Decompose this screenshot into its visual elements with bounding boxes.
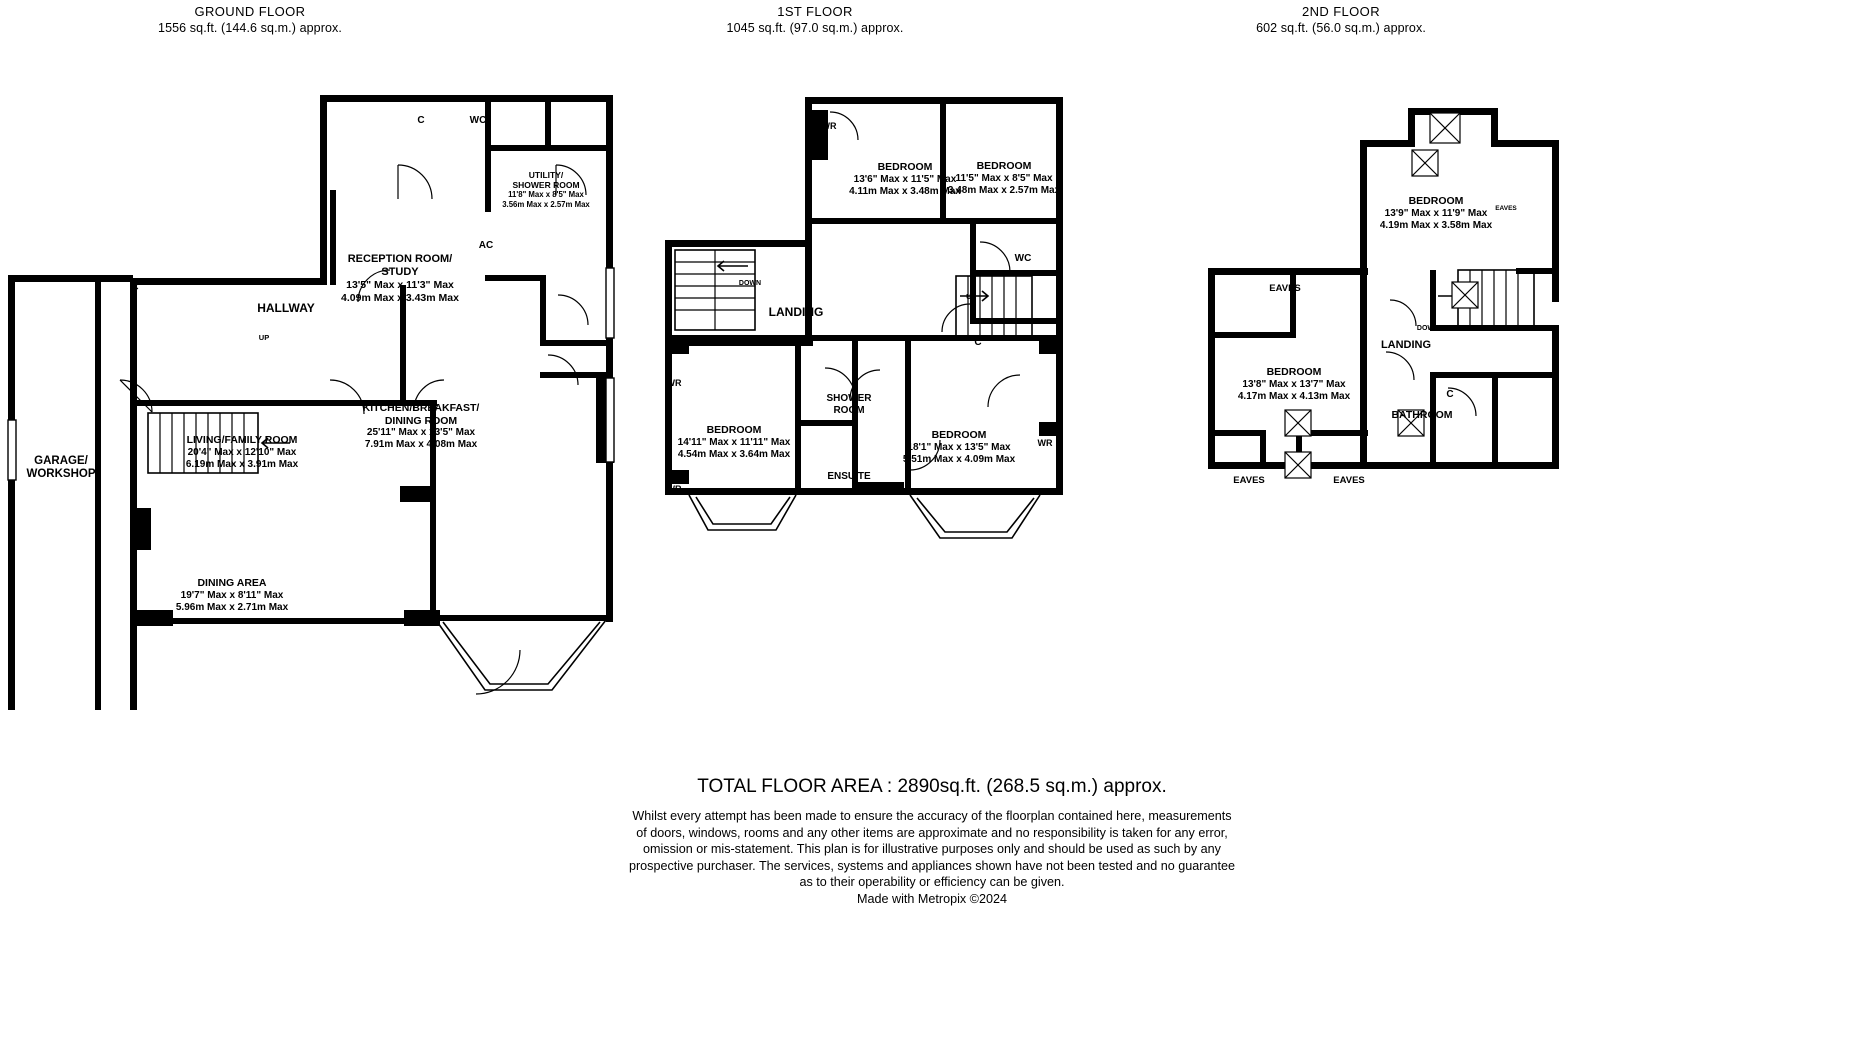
marker-text: EAVES [1233, 475, 1265, 486]
marker-text: UP [966, 294, 976, 301]
marker-down-1f [739, 279, 761, 289]
room-label-utility-shower [502, 170, 590, 209]
marker-text: WR [821, 121, 837, 131]
marker-text: WR [666, 378, 682, 388]
room-label-bedroom-1f-a [849, 161, 961, 198]
room-name-line1: UTILITY/ [528, 170, 564, 180]
room-label-living-family [186, 434, 298, 471]
room-label-bedroom-1f-d [903, 429, 1015, 466]
first-floor-area: 1045 sq.ft. (97.0 sq.m.) approx. [726, 21, 904, 35]
marker-down-2f [1417, 324, 1439, 334]
room-dim-metric: 5.51m Max x 4.09m Max [902, 453, 1016, 465]
room-dim-imperial: 13'6" Max x 11'5" Max [853, 173, 957, 185]
room-label-ensuite-1f [827, 472, 870, 482]
second-floor-title-text: 2ND FLOOR [1301, 4, 1380, 19]
room-dim-metric: 3.48m Max x 2.57m Max [947, 184, 1061, 196]
room-label-bathroom-2f [1391, 409, 1452, 422]
room-name-line2: SHOWER ROOM [512, 180, 580, 190]
first-floor-title-text: 1ST FLOOR [777, 4, 853, 19]
room-name-line1: HALLWAY [257, 301, 315, 315]
room-name-line1: BEDROOM [877, 161, 933, 173]
room-dim-metric: 4.19m Max x 3.58m Max [1379, 219, 1493, 231]
room-label-shower-room-1f [827, 393, 872, 417]
room-dim-imperial: 20'4" Max x 12'10" Max [187, 446, 297, 458]
room-label-landing-1f [769, 306, 824, 319]
marker-text: C [974, 337, 982, 348]
room-label-landing-2f [1381, 339, 1431, 352]
marker-text: WC [1014, 253, 1032, 264]
room-label-garage-workshop [27, 455, 96, 481]
room-name-line2: WORKSHOP [26, 468, 96, 480]
room-name-line1: BEDROOM [1408, 195, 1464, 207]
marker-wr-1f-top [822, 122, 837, 132]
room-name-line1: KITCHEN/BREAKFAST/ [362, 402, 480, 414]
total-floor-area: TOTAL FLOOR AREA : 2890sq.ft. (268.5 sq.m.) approx. [697, 776, 1167, 797]
marker-wr-1f-left-top [667, 379, 682, 389]
marker-eaves-2f-bottom-left [1233, 476, 1265, 486]
room-label-kitchen-breakfast-dining [363, 402, 480, 451]
room-label-bedroom-2f-b [1238, 366, 1350, 403]
room-dim-metric: 4.09m Max x 3.43m Max [341, 291, 459, 304]
marker-text: C [131, 282, 139, 293]
room-dim-imperial: 18'1" Max x 13'5" Max [907, 441, 1011, 453]
marker-eaves-2f-left [1269, 284, 1301, 294]
marker-up-ground [259, 333, 269, 343]
marker-wc-ground [470, 116, 487, 126]
room-name-line1: DINING AREA [197, 577, 267, 589]
room-name-line1: LANDING [768, 305, 824, 319]
room-dim-imperial: 25'11" Max x 13'5" Max [366, 427, 476, 438]
second-floor-plan [1190, 100, 1580, 520]
marker-cupboard-2f [1446, 390, 1453, 400]
room-name-line1: BEDROOM [976, 160, 1032, 172]
marker-eaves-2f-bottom-mid [1333, 476, 1365, 486]
room-dim-metric: 4.11m Max x 3.48m Max [849, 185, 961, 197]
room-dim-metric: 5.96m Max x 2.71m Max [175, 601, 289, 613]
made-with-credit: Made with Metropix ©2024 [857, 891, 1007, 906]
room-name-line2: STUDY [381, 266, 419, 278]
room-label-reception-study [341, 253, 459, 304]
room-dim-imperial: 14'11" Max x 11'11" Max [677, 436, 791, 448]
room-label-dining-area [176, 577, 288, 614]
first-floor-title [645, 4, 985, 36]
marker-text: EAVES [1333, 475, 1365, 486]
room-dim-imperial: 19'7" Max x 8'11" Max [180, 589, 284, 601]
marker-wr-1f-right [1038, 439, 1053, 449]
room-name-line1: LANDING [1380, 339, 1432, 351]
room-name-line1: ENSUITE [827, 471, 871, 482]
disclaimer-line-1: Whilst every attempt has been made to ensure the accuracy of the floorplan contained here, measurements [632, 809, 1232, 823]
room-name-line1: BEDROOM [931, 429, 987, 441]
marker-cupboard-ground-top [417, 116, 424, 126]
second-floor-area: 602 sq.ft. (56.0 sq.m.) approx. [1256, 21, 1426, 35]
marker-text: DOWN [1416, 325, 1440, 332]
marker-text: WR [1037, 438, 1053, 448]
marker-cupboard-1f [974, 338, 981, 348]
second-floor-title [1196, 4, 1486, 36]
room-label-bedroom-2f-a [1380, 195, 1492, 232]
room-dim-metric: 4.54m Max x 3.64m Max [677, 448, 791, 460]
room-dim-metric: 7.91m Max x 4.08m Max [364, 439, 478, 450]
marker-text: AC [478, 240, 494, 251]
marker-text: C [1446, 389, 1454, 400]
disclaimer-line-5: as to their operability or efficiency can be given. [799, 875, 1065, 890]
marker-text: EAVES [1495, 205, 1517, 212]
ground-floor-area: 1556 sq.ft. (144.6 sq.m.) approx. [158, 21, 342, 35]
marker-text: UP [258, 333, 270, 342]
marker-text: DOWN [738, 280, 762, 287]
marker-text: WC [469, 115, 487, 126]
room-name-line1: GARAGE/ [34, 455, 88, 467]
room-name-line1: BEDROOM [706, 424, 762, 436]
room-name-line2: ROOM [833, 405, 865, 416]
room-name-line1: RECEPTION ROOM/ [347, 253, 453, 265]
marker-cupboard-ground-hall [131, 283, 138, 293]
marker-eaves-2f-right [1495, 204, 1517, 214]
room-label-hallway [257, 302, 315, 315]
room-name-line1: SHOWER [826, 393, 872, 404]
disclaimer [0, 808, 1864, 908]
room-label-bedroom-1f-b [948, 160, 1060, 197]
room-label-bedroom-1f-c [678, 424, 791, 461]
second-floor-drawing [1190, 100, 1580, 520]
room-name-line2: DINING ROOM [384, 414, 458, 427]
marker-text: EAVES [1269, 283, 1301, 294]
marker-wc-1f [1015, 254, 1032, 264]
room-dim-imperial: 11'8" Max x 8'5" Max [508, 190, 584, 199]
room-dim-metric: 4.17m Max x 4.13m Max [1237, 390, 1351, 402]
disclaimer-line-2: of doors, windows, rooms and any other items are approximate and no responsibility is taken for any error, [636, 825, 1228, 840]
room-dim-metric: 3.56m Max x 2.57m Max [502, 199, 590, 209]
room-dim-imperial: 11'5" Max x 8'5" Max [955, 172, 1053, 184]
marker-text: WR [666, 484, 682, 494]
marker-text: C [417, 115, 425, 126]
room-dim-imperial: 13'5" Max x 11'3" Max [346, 279, 454, 291]
marker-ac-ground [479, 241, 493, 251]
room-dim-imperial: 13'8" Max x 13'7" Max [1242, 378, 1346, 390]
ground-floor-title [80, 4, 420, 36]
room-name-line1: LIVING/FAMILY ROOM [186, 434, 298, 446]
room-dim-imperial: 13'9" Max x 11'9" Max [1384, 207, 1488, 219]
room-name-line1: BEDROOM [1266, 366, 1322, 378]
marker-wr-1f-left-bottom [667, 485, 682, 495]
ground-floor-title-text: GROUND FLOOR [194, 4, 306, 19]
room-name-line1: BATHROOM [1391, 409, 1453, 421]
disclaimer-line-4: prospective purchaser. The services, systems and appliances shown have not been tested and no guarantee [628, 858, 1236, 873]
disclaimer-line-3: omission or mis-statement. This plan is for illustrative purposes only and should be used as such by any [643, 842, 1221, 857]
marker-up-1f [966, 293, 976, 303]
room-dim-metric: 6.19m Max x 3.91m Max [185, 458, 299, 470]
